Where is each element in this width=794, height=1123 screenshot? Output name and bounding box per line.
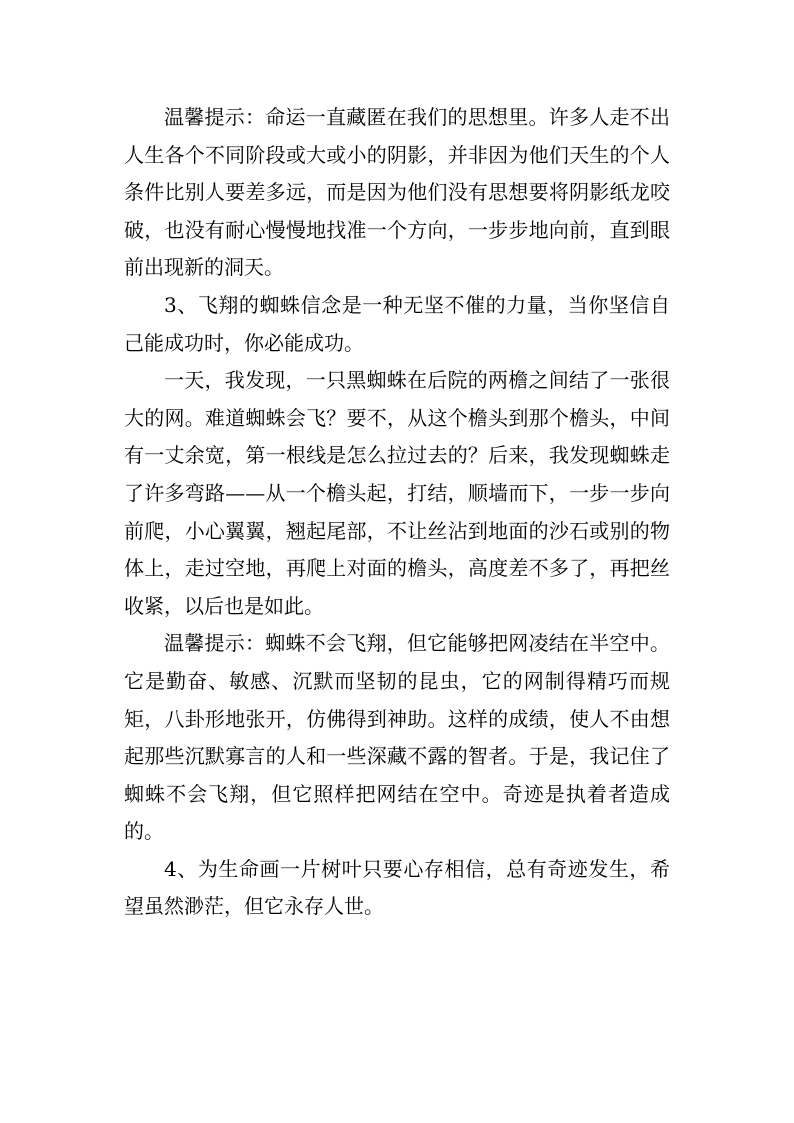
paragraph-tip-spider: 温馨提示：蜘蛛不会飞翔，但它能够把网凌结在半空中。它是勤奋、敏感、沉默而坚韧的昆虫，它的网制得精巧而规矩，八卦形地张开，仿佛得到神助。这样的成绩，使人不由想起那些沉默寡言的人和一些深藏不露的智者。于是，我记住了蜘蛛不会飞翔，但它照样把网结在空中。奇迹是执着者造成的。 — [124, 631, 670, 844]
document-body — [124, 99, 670, 926]
paragraph-heading-leaf: 4、为生命画一片树叶只要心存相信，总有奇迹发生，希望虽然渺茫，但它永存人世。 — [124, 856, 670, 919]
paragraph-tip-fate: 温馨提示：命运一直藏匿在我们的思想里。许多人走不出人生各个不同阶段或大或小的阴影，并非因为他们天生的个人条件比别人要差多远，而是因为他们没有思想要将阴影纸龙咬破，也没有耐心慢慢地找准一个方向，一步步地向前，直到眼前出现新的洞天。 — [124, 105, 670, 280]
paragraph-heading-flying-spider: 3、飞翔的蜘蛛信念是一种无坚不催的力量，当你坚信自己能成功时，你必能成功。 — [124, 292, 670, 355]
paragraph-spider-story: 一天，我发现，一只黑蜘蛛在后院的两檐之间结了一张很大的网。难道蜘蛛会飞？要不，从这个檐头到那个檐头，中间有一丈余宽，第一根线是怎么拉过去的？后来，我发现蜘蛛走了许多弯路——从一个檐头起，打结，顺墙而下，一步一步向前爬，小心翼翼，翘起尾部，不让丝沾到地面的沙石或别的物体上，走过空地，再爬上对面的檐头，高度差不多了，再把丝收紧，以后也是如此。 — [124, 368, 670, 618]
